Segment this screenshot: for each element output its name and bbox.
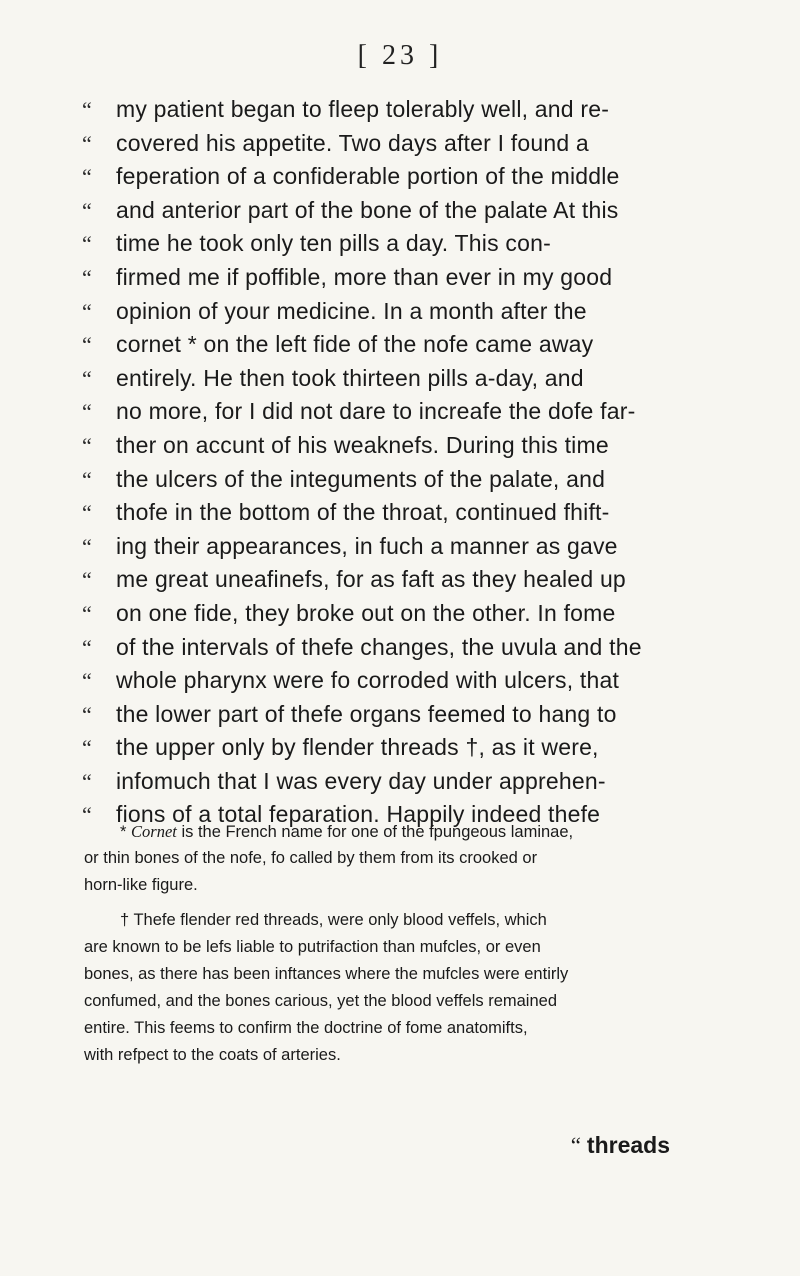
text-line	[82, 365, 782, 399]
quote-mark: “	[82, 634, 92, 660]
quote-mark: “	[82, 802, 92, 828]
text-line	[82, 331, 782, 365]
footnote-line	[120, 822, 780, 849]
quote-mark: “	[82, 466, 92, 492]
line-text: infomuch that I was every day under apprehen-	[116, 767, 606, 794]
text-line	[82, 634, 782, 668]
footnote-text: † Thefe flender red threads, were only blood veffels, which	[120, 911, 547, 929]
quote-mark: “	[82, 264, 92, 290]
quote-mark: “	[82, 768, 92, 794]
text-line	[82, 130, 782, 164]
text-line	[82, 96, 782, 130]
line-text: thofe in the bottom of the throat, continued fhift-	[116, 499, 610, 526]
text-line	[82, 230, 782, 264]
footnote-line	[84, 1019, 780, 1046]
catchword-text: threads	[586, 1132, 670, 1158]
line-text: no more, for I did not dare to increafe the dofe far-	[116, 398, 636, 425]
quote-mark: “	[82, 164, 92, 190]
quote-mark: “	[82, 668, 92, 694]
line-text: firmed me if poffible, more than ever in my good	[116, 263, 613, 290]
quote-mark: “	[82, 298, 92, 324]
line-text: on one fide, they broke out on the other. In fome	[116, 599, 616, 626]
footnote-term: Cornet	[131, 822, 177, 841]
quote-mark: “	[82, 231, 92, 257]
footnote-text: entire. This feems to confirm the doctrine of fome anatomifts,	[84, 1019, 528, 1037]
text-line	[82, 566, 782, 600]
footnote-line	[120, 911, 780, 938]
line-text: entirely. He then took thirteen pills a-day, and	[116, 364, 584, 391]
line-text: the lower part of thefe organs feemed to hang to	[116, 700, 617, 727]
quote-mark: “	[82, 130, 92, 156]
footnote-line	[84, 938, 780, 965]
quote-mark: “	[82, 97, 92, 122]
line-text: whole pharynx were fo corroded with ulcers, that	[116, 667, 620, 694]
main-text	[82, 96, 782, 835]
line-text: cornet * on the left fide of the nofe came away	[116, 331, 594, 358]
footnote-text: is the French name for one of the fpungeous laminae,	[181, 823, 574, 841]
line-text: of the intervals of thefe changes, the uvula and the	[116, 633, 642, 660]
quote-mark: “	[82, 399, 92, 425]
quote-mark: “	[82, 735, 92, 761]
quote-mark: “	[82, 332, 92, 358]
footnote-line	[84, 1046, 780, 1073]
line-text: opinion of your medicine. In a month after the	[116, 297, 587, 324]
text-line	[82, 667, 782, 701]
text-line	[82, 701, 782, 735]
quote-mark: “	[82, 197, 92, 223]
text-line	[82, 398, 782, 432]
footnote-line	[84, 992, 780, 1019]
footnote-text: with refpect to the coats of arteries.	[84, 1046, 341, 1064]
line-text: fions of a total feparation. Happily indeed thefe	[116, 801, 601, 828]
text-line	[82, 466, 782, 500]
text-line	[82, 298, 782, 332]
line-text: and anterior part of the bone of the palate At this	[116, 196, 619, 223]
line-text: my patient began to fleep tolerably well, and re-	[116, 96, 610, 122]
text-line	[82, 499, 782, 533]
quote-mark: “	[82, 567, 92, 593]
quote-mark: “	[82, 500, 92, 526]
text-line	[82, 600, 782, 634]
quote-mark: “	[82, 533, 92, 559]
footnote-line	[84, 965, 780, 992]
line-text: the upper only by flender threads †, as it were,	[116, 734, 599, 761]
footnote-text: are known to be lefs liable to putrifaction than mufcles, or even	[84, 938, 541, 956]
page-number: [ 23 ]	[357, 40, 443, 71]
text-line	[82, 432, 782, 466]
line-text: feperation of a confiderable portion of the middle	[116, 163, 620, 190]
line-text: me great uneafinefs, for as faft as they healed up	[116, 566, 626, 593]
footnote-text: bones, as there has been inftances where the mufcles were entirly	[84, 965, 569, 983]
line-text: time he took only ten pills a day. This con-	[116, 230, 551, 257]
quote-mark: “	[570, 1133, 581, 1158]
line-text: ther on accunt of his weaknefs. During this time	[116, 431, 609, 458]
footnote-line	[84, 876, 780, 903]
text-line	[82, 533, 782, 567]
quote-mark: “	[82, 365, 92, 391]
footnote-text: or thin bones of the nofe, fo called by them from its crooked or	[84, 849, 538, 867]
line-text: covered his appetite. Two days after I found a	[116, 129, 589, 156]
text-line	[82, 163, 782, 197]
text-line	[82, 734, 782, 768]
quote-mark: “	[82, 432, 92, 458]
line-text: ing their appearances, in fuch a manner as gave	[116, 532, 618, 559]
footnotes	[84, 822, 780, 1073]
catchword	[0, 1132, 670, 1159]
quote-mark: “	[82, 701, 92, 727]
footnote-line	[84, 849, 780, 876]
text-line	[82, 197, 782, 231]
footnote-text: horn-like figure.	[84, 876, 198, 894]
quote-mark: “	[82, 600, 92, 626]
footnote-marker: *	[120, 823, 127, 841]
line-text: the ulcers of the integuments of the palate, and	[116, 465, 606, 492]
footnote-text: confumed, and the bones carious, yet the blood veffels remained	[84, 992, 557, 1010]
text-line	[82, 264, 782, 298]
text-line	[82, 768, 782, 802]
